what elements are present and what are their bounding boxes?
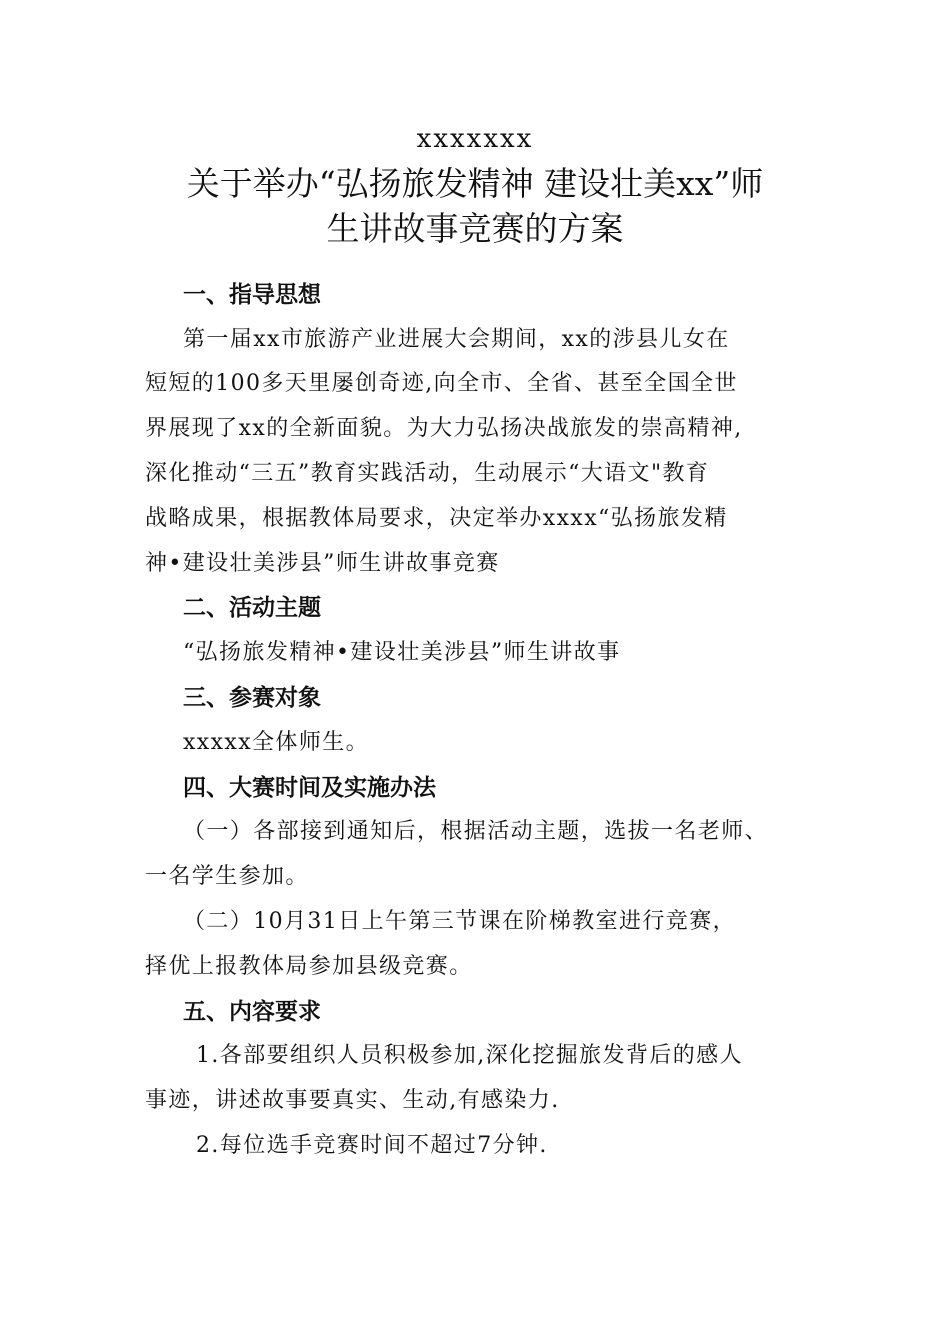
paragraph-line: 深化推动“三五”教育实践活动，生动展示“大语文"教育 bbox=[145, 461, 710, 486]
paragraph-line: “弘扬旅发精神•建设壮美涉县”师生讲故事 bbox=[183, 640, 621, 665]
document-title-line-2: 生讲故事竞赛的方案 bbox=[326, 209, 624, 248]
paragraph-line: 第一届xx市旅游产业进展大会期间，xx的涉县儿女在 bbox=[183, 327, 730, 352]
section-heading-activity-theme: 二、活动主题 bbox=[183, 595, 321, 621]
paragraph-line: 择优上报教体局参加县级竞赛。 bbox=[145, 954, 473, 979]
paragraph-line: 一名学生参加。 bbox=[145, 864, 309, 889]
paragraph-line: 2.每位选手竞赛时间不超过7分钟. bbox=[196, 1133, 548, 1158]
paragraph-line: xxxxx全体师生。 bbox=[183, 730, 370, 755]
paragraph-line: 战略成果，根据教体局要求，决定举办xxxx“弘扬旅发精 bbox=[145, 506, 728, 531]
section-heading-time-and-method: 四、大赛时间及实施办法 bbox=[183, 775, 436, 801]
section-heading-guiding-thought: 一、指导思想 bbox=[183, 282, 321, 308]
paragraph-line: 1.各部要组织人员积极参加,深化挖掘旅发背后的感人 bbox=[196, 1043, 743, 1068]
paragraph-line: 事迹，讲述故事要真实、生动,有感染力. bbox=[145, 1088, 560, 1113]
organization-name: xxxxxxx bbox=[416, 124, 534, 154]
paragraph-line: （一）各部接到通知后，根据活动主题，选拔一名老师、 bbox=[183, 819, 769, 844]
section-heading-content-requirements: 五、内容要求 bbox=[183, 999, 321, 1025]
paragraph-line: 短短的100多天里屡创奇迹,向全市、全省、甚至全国全世 bbox=[145, 371, 738, 396]
paragraph-line: 神•建设壮美涉县”师生讲故事竞赛 bbox=[145, 551, 500, 576]
paragraph-line: （二）10月31日上午第三节课在阶梯教室进行竞赛， bbox=[183, 909, 736, 934]
document-title-line-1: 关于举办“弘扬旅发精神 建设壮美xx”师 bbox=[186, 164, 764, 203]
paragraph-line: 界展现了xx的全新面貌。为大力弘扬决战旅发的崇高精神, bbox=[145, 416, 743, 441]
section-heading-participants: 三、参赛对象 bbox=[183, 685, 321, 711]
